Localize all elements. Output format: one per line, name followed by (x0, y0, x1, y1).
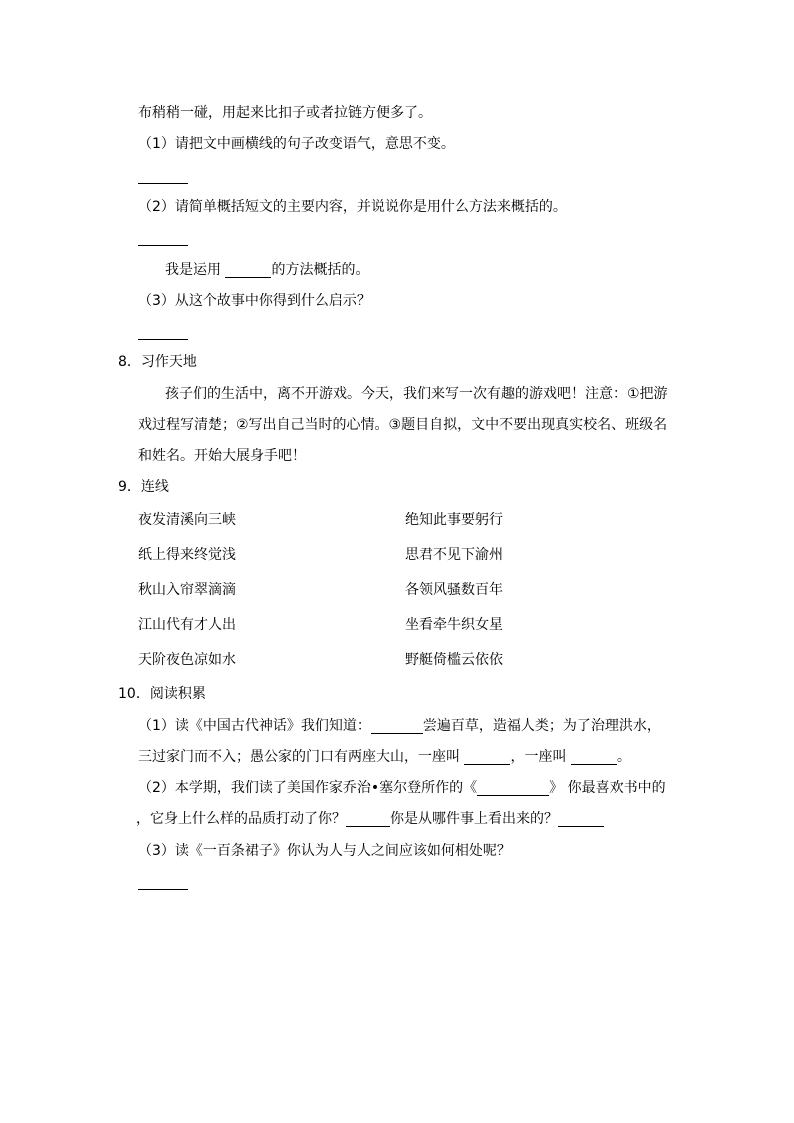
q10-sub3-prompt: （3）读《一百条裙子》你认为人与人之间应该如何相处呢？ (138, 843, 511, 859)
q7-sub1-answer-blank[interactable] (138, 183, 188, 184)
q10-sub2-event-blank[interactable] (558, 812, 604, 827)
q10-sub2-text-a: （2）本学期，我们读了美国作家乔治•塞尔登所作的《 (138, 780, 478, 796)
q10-sub1-text-d: ，一座叫 (510, 749, 571, 765)
q10-sub2-quality-blank[interactable] (346, 812, 390, 827)
q10-sub1-text-c: 三过家门而不入；愚公家的门口有两座大山，一座叫 (138, 749, 465, 765)
q10-sub3-answer-blank[interactable] (138, 889, 188, 890)
q9-left-item[interactable]: 秋山入帘翠滴滴 (138, 582, 236, 598)
q10-sub1-blank-3[interactable] (571, 750, 617, 765)
q7-sub2-method-blank[interactable] (225, 263, 271, 278)
q10-sub2-line-2 (136, 811, 604, 827)
q9-left-item[interactable]: 夜发清溪向三峡 (138, 512, 236, 528)
q9-right-item[interactable]: 思君不见下渝州 (405, 547, 503, 563)
q9-right-item[interactable]: 坐看牵牛织女星 (405, 617, 503, 633)
q7-sub2-answer-blank[interactable] (138, 245, 188, 246)
q7-sub3-prompt: （3）从这个故事中你得到什么启示？ (138, 293, 371, 309)
q10-sub2-book-title-blank[interactable] (477, 781, 549, 796)
q10-title: 10．阅读积累 (118, 686, 206, 702)
q9-right-item[interactable]: 野艇倚槛云依依 (405, 652, 503, 668)
q10-sub2-text-b: 》 你最喜欢书中的 (549, 780, 666, 796)
q7-sub2-method-line (165, 262, 369, 278)
q10-sub2-text-d: 你是从哪件事上看出来的？ (390, 811, 558, 827)
q10-sub1-line-2 (138, 749, 631, 765)
q7-sub1-prompt: （1）请把文中画横线的句子改变语气，意思不变。 (138, 136, 455, 152)
q7-sub2-method-prefix: 我是运用 (165, 262, 226, 278)
q8-text-line-1: 孩子们的生活中，离不开游戏。今天，我们来写一次有趣的游戏吧！注意：①把游 (165, 386, 668, 402)
q10-sub2-text-c: ，它身上什么样的品质打动了你？ (136, 811, 346, 827)
q9-left-item[interactable]: 天阶夜色凉如水 (138, 652, 236, 668)
q7-passage-end: 布稍稍一碰，用起来比扣子或者拉链方便多了。 (138, 105, 432, 121)
q7-sub2-prompt: （2）请简单概括短文的主要内容，并说说你是用什么方法来概括的。 (138, 199, 567, 215)
q10-sub1-text-b: 尝遍百草，造福人类；为了治理洪水， (422, 718, 661, 734)
q9-right-item[interactable]: 绝知此事要躬行 (405, 512, 503, 528)
q10-sub2-line-1 (138, 780, 666, 796)
q8-text-line-3: 和姓名。开始大展身手吧！ (138, 448, 306, 464)
q10-sub1-blank-2[interactable] (464, 750, 510, 765)
q10-sub1-blank-1[interactable] (371, 719, 423, 734)
q7-sub3-answer-blank[interactable] (138, 339, 188, 340)
q9-left-item[interactable]: 纸上得来终觉浅 (138, 547, 236, 563)
q10-sub1-text-a: （1）读《中国古代神话》我们知道： (138, 718, 371, 734)
q8-title: 8．习作天地 (118, 354, 197, 370)
q8-text-line-2: 戏过程写清楚；②写出自己当时的心情。③题目自拟，文中不要出现真实校名、班级名 (138, 417, 668, 433)
q9-title: 9．连线 (118, 479, 169, 495)
q10-sub1-text-e: 。 (616, 749, 631, 765)
q9-right-item[interactable]: 各领风骚数百年 (405, 582, 503, 598)
q9-left-item[interactable]: 江山代有才人出 (138, 617, 236, 633)
q10-sub1-line-1 (138, 718, 661, 734)
q7-sub2-method-suffix: 的方法概括的。 (271, 262, 370, 278)
